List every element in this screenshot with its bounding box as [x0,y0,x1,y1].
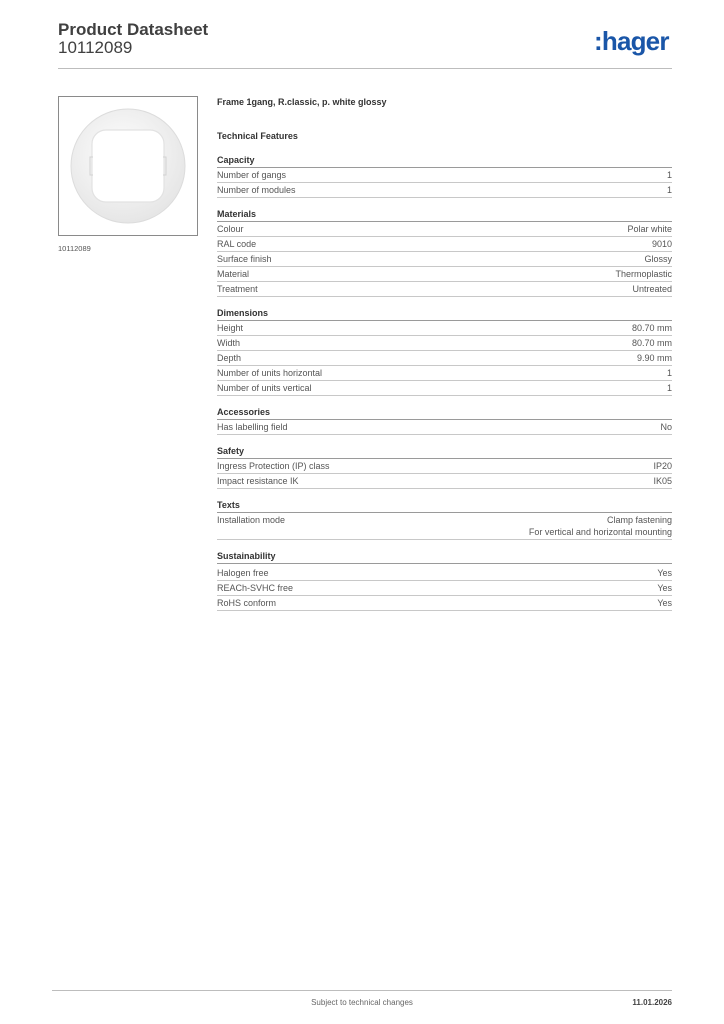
product-title: Frame 1gang, R.classic, p. white glossy [217,97,387,107]
row-value: Glossy [644,254,672,264]
row-value [529,514,672,538]
row-label: REACh-SVHC free [217,583,294,593]
section-sustainability [217,550,672,611]
row-value: Untreated [632,284,672,294]
product-image [58,96,198,236]
row-label: Height [217,323,244,333]
footer-note: Subject to technical changes [311,998,413,1007]
table-row [217,222,672,237]
table-row [217,252,672,267]
table-row [217,596,672,611]
section-title: Sustainability [217,550,672,564]
features-heading: Technical Features [217,131,298,141]
section-dimensions [217,307,672,396]
row-value: 1 [666,185,672,195]
row-value: 80.70 mm [631,323,672,333]
table-row [217,381,672,396]
row-value: No [660,422,672,432]
row-value: 1 [666,368,672,378]
row-label: Surface finish [217,254,272,264]
footer-divider [52,990,672,991]
row-label: Depth [217,353,242,363]
table-row [217,321,672,336]
table-row [217,351,672,366]
row-label: Colour [217,224,244,234]
section-title: Capacity [217,154,672,168]
row-label: Number of units vertical [217,383,312,393]
section-title: Safety [217,445,672,459]
row-label: Material [217,269,250,279]
frame-image-icon [59,97,197,235]
row-label: Width [217,338,241,348]
row-value-line: Clamp fastening [606,515,672,525]
image-caption: 10112089 [58,244,91,253]
page-title: Product Datasheet [58,20,209,39]
row-label: Number of gangs [217,170,287,180]
table-row [217,566,672,581]
table-row [217,474,672,489]
product-number: 10112089 [58,38,133,57]
row-label: Ingress Protection (IP) class [217,461,330,471]
header-divider [58,68,672,69]
section-texts [217,499,672,540]
row-value: 80.70 mm [631,338,672,348]
table-row [217,267,672,282]
row-value: 1 [666,383,672,393]
footer-date: 11.01.2026 [632,998,672,1007]
table-row [217,420,672,435]
row-label: RoHS conform [217,598,277,608]
section-title: Texts [217,499,672,513]
row-value: 9010 [651,239,672,249]
row-value: 9.90 mm [636,353,672,363]
row-value: Yes [657,598,672,608]
section-safety [217,445,672,489]
features-panel [217,96,672,621]
row-label: Treatment [217,284,258,294]
section-materials [217,208,672,297]
table-row [217,513,672,540]
table-row [217,282,672,297]
row-value: Yes [657,583,672,593]
row-label: Impact resistance IK [217,476,299,486]
row-value: IP20 [653,461,672,471]
table-row [217,366,672,381]
section-title: Accessories [217,406,672,420]
row-label: Has labelling field [217,422,288,432]
row-value: Polar white [627,224,672,234]
table-row [217,581,672,596]
table-row [217,168,672,183]
section-capacity [217,154,672,198]
row-label: Installation mode [217,515,286,525]
row-label: RAL code [217,239,257,249]
row-label: Number of units horizontal [217,368,323,378]
table-row [217,237,672,252]
hager-logo: :hager [594,26,669,56]
section-title: Materials [217,208,672,222]
row-value: Thermoplastic [615,269,672,279]
row-value: 1 [666,170,672,180]
table-row [217,183,672,198]
row-value: Yes [657,568,672,578]
row-label: Halogen free [217,568,269,578]
table-row [217,459,672,474]
row-value: IK05 [653,476,672,486]
row-value-line: For vertical and horizontal mounting [528,527,672,537]
table-row [217,336,672,351]
row-label: Number of modules [217,185,296,195]
section-title: Dimensions [217,307,672,321]
section-accessories [217,406,672,435]
